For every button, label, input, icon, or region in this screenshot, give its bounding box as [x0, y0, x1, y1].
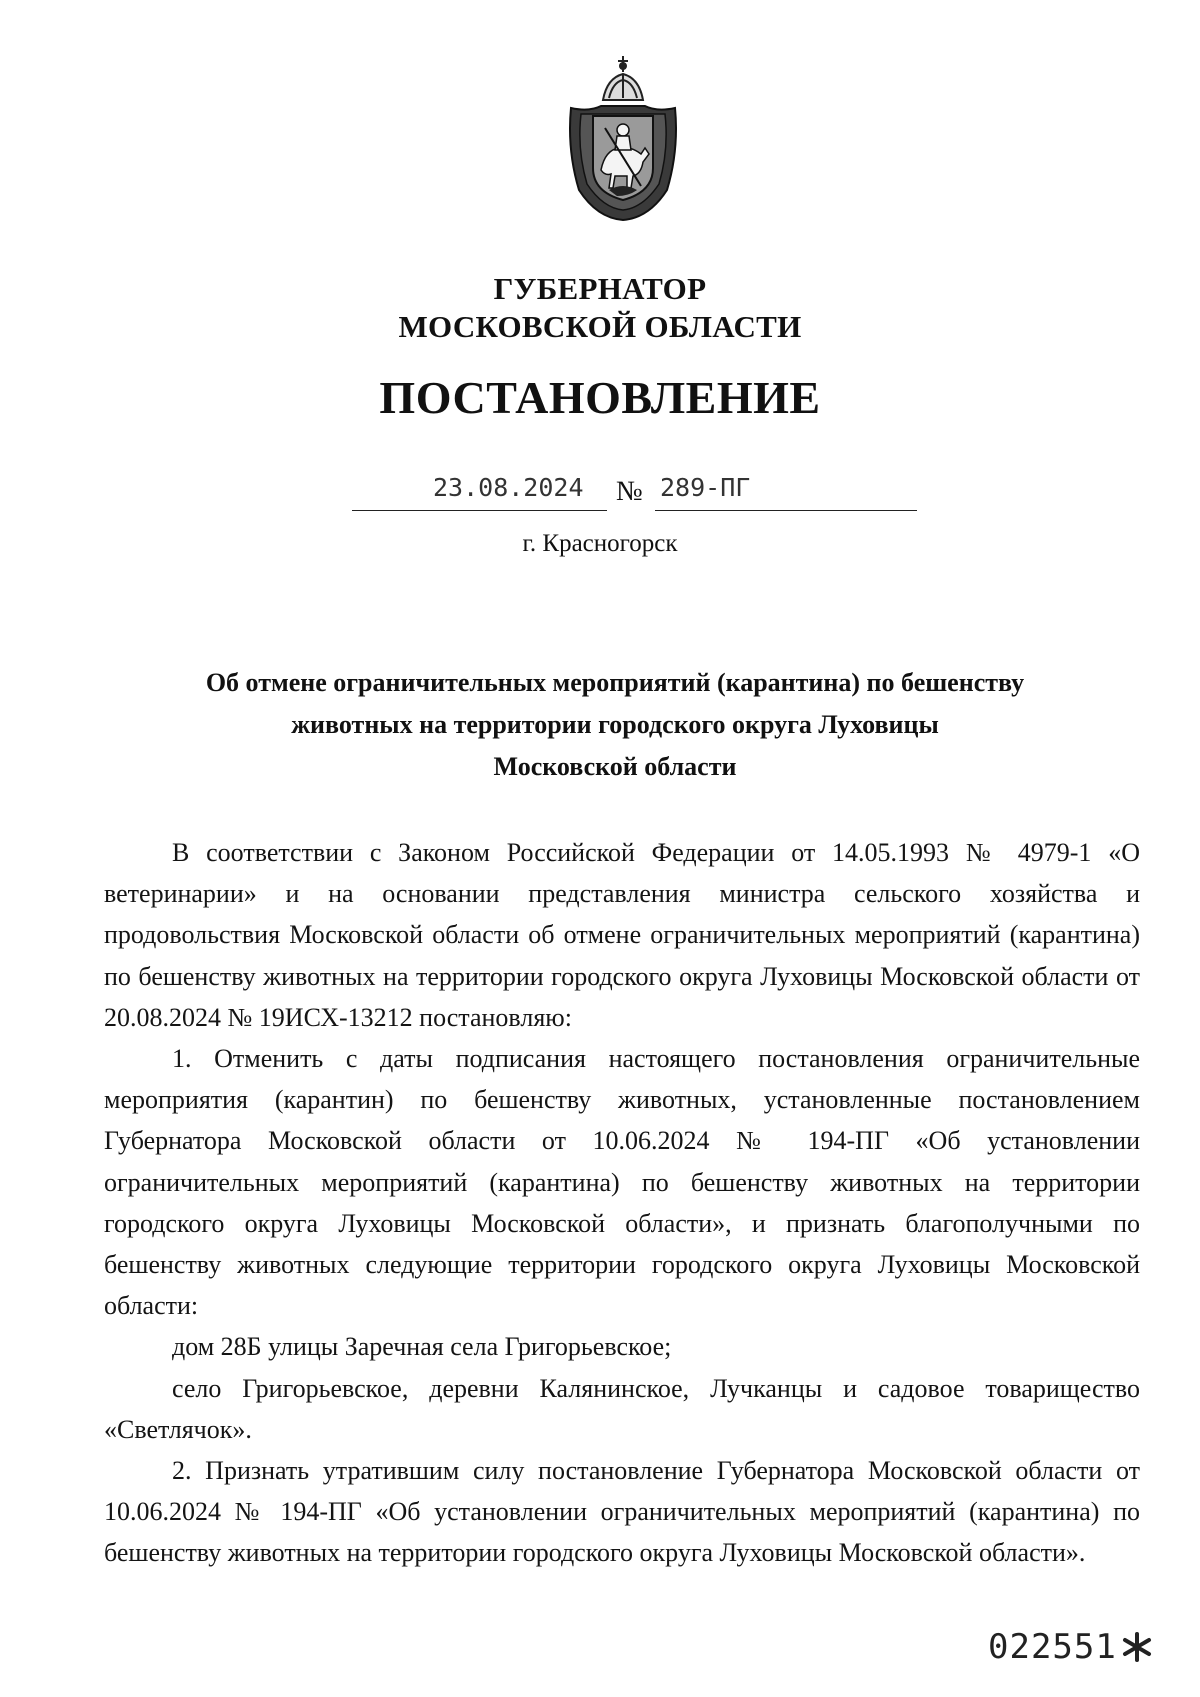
body-paragraph: 1. Отменить с даты подписания настоящего постановления ограничительные мероприятия (карантин) по бешенству животных, установленные постановлением Губернатора Московской области от 10.06.2024 № 194-ПГ «Об установлении ограничительных мероприятий (карантина) по бешенству животных на территории городского округа Луховицы Московской области», и признать благополучными по бешенству животных следующие территории городского округа Луховицы Московской области:: [104, 1044, 1140, 1321]
asterisk-star-icon: [1121, 1631, 1153, 1663]
body-paragraph: село Григорьевское, деревни Калянинское, Лучканцы и садовое товарищество «Светлячок».: [104, 1373, 1140, 1444]
document-title: [150, 662, 1080, 788]
serial-number: 022551: [988, 1627, 1117, 1667]
body-paragraph: дом 28Б улицы Заречная села Григорьевское;: [172, 1332, 672, 1362]
document-date: 23.08.2024: [433, 473, 584, 502]
document-body: [104, 832, 1140, 1574]
body-paragraph: 2. Признать утратившим силу постановление Губернатора Московской области от 10.06.2024 № 194-ПГ «Об установлении ограничительных мероприятий (карантина) по бешенству животных на территории городского округа Луховицы Московской области».: [104, 1456, 1140, 1568]
title-line: животных на территории городского округа Луховицы: [291, 710, 939, 739]
document-number: 289-ПГ: [660, 473, 751, 502]
title-line: Московской области: [493, 752, 737, 781]
title-line: Об отмене ограничительных мероприятий (карантина) по бешенству: [205, 668, 1025, 697]
document-type: ПОСТАНОВЛЕНИЕ: [379, 372, 821, 423]
issuer-title: ГУБЕРНАТОР: [493, 271, 707, 306]
coat-of-arms-icon: [557, 50, 689, 225]
document-city: г. Красногорск: [522, 530, 678, 557]
body-paragraph: В соответствии с Законом Российской Федерации от 14.05.1993 № 4979-1 «О ветеринарии» и на основании представления министра сельского хозяйства и продовольствия Московской области об отмене ограничительных мероприятий (карантина) по бешенству животных на территории городского округа Луховицы Московской области от 20.08.2024 № 19ИСХ-13212 постановляю:: [104, 838, 1140, 1032]
number-sign: №: [616, 476, 643, 507]
issuer-region: МОСКОВСКОЙ ОБЛАСТИ: [398, 309, 802, 344]
